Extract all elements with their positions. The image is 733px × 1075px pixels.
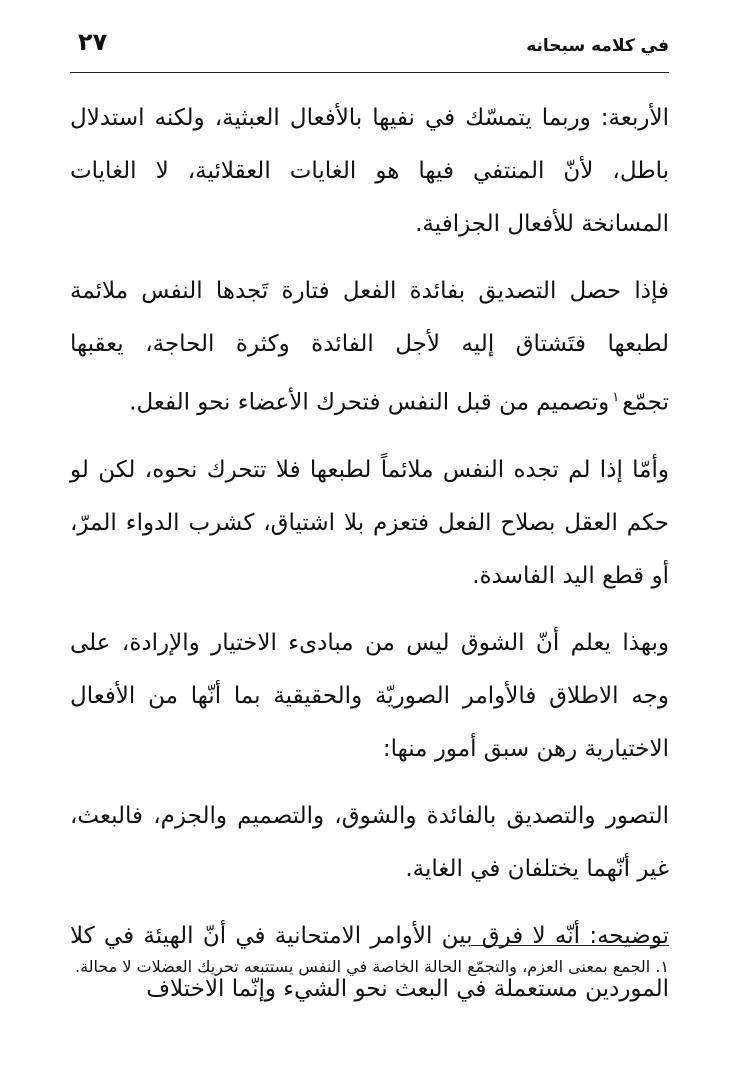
paragraph-4: وبهذا يعلم أنّ الشوق ليس من مبادىء الاختيار والإرادة، على وجه الاطلاق فالأوامر الصوريّة والحقيقية بما أنّها من الأفعال الاختيارية رهن سبق أمور منها:	[70, 629, 669, 762]
paragraph-5: التصور والتصديق بالفائدة والشوق، والتصميم والجزم، فالبعث، غير أنّهما يختلفان في الغاية.	[70, 802, 669, 882]
main-text	[70, 92, 669, 1030]
footnote-divider	[471, 945, 669, 946]
page-header	[70, 26, 669, 73]
page-number: ٢٧	[78, 28, 108, 56]
footnote: ١. الجمع بمعنى العزم، والتجمّع الحالة الخاصة في النفس يستتبعه تحريك العضلات لا محالة.	[74, 957, 669, 976]
paragraph-2-text: فإذا حصل التصديق بفائدة الفعل فتارة تَجدها النفس ملائمة لطبعها فتَشتاق إليه لأجل الفائدة وكثرة الحاجة، يعقبها تجمّع	[70, 278, 669, 416]
paragraph-3: وأمّا إذا لم تجده النفس ملائماً لطبعها فلا تتحرك نحوه، لكن لو حكم العقل بصلاح الفعل فتعزم بلا اشتياق، كشرب الدواء المرّ، أو قطع اليد الفاسدة.	[70, 456, 669, 589]
paragraph-2	[70, 265, 669, 430]
paragraph-1: الأربعة: وربما يتمسّك في نفيها بالأفعال العبثية، ولكنه استدلال باطل، لأنّ المنتفي فيها هو الغايات العقلائية، لا الغايات المسانخة للأفعال الجزافية.	[70, 105, 669, 237]
paragraph-2-text-continued: وتصميم من قبل النفس فتحرك الأعضاء نحو الفعل.	[129, 389, 610, 416]
footnote-marker: ١	[612, 390, 620, 405]
running-title: في كلامه سبحانه	[526, 36, 669, 56]
paragraph-6: توضيحه: أنّه لا فرق بين الأوامر الامتحانية في أنّ الهيئة في كلا الموردين مستعملة في البعث نحو الشيء وإنّما الاختلاف	[70, 922, 669, 1002]
